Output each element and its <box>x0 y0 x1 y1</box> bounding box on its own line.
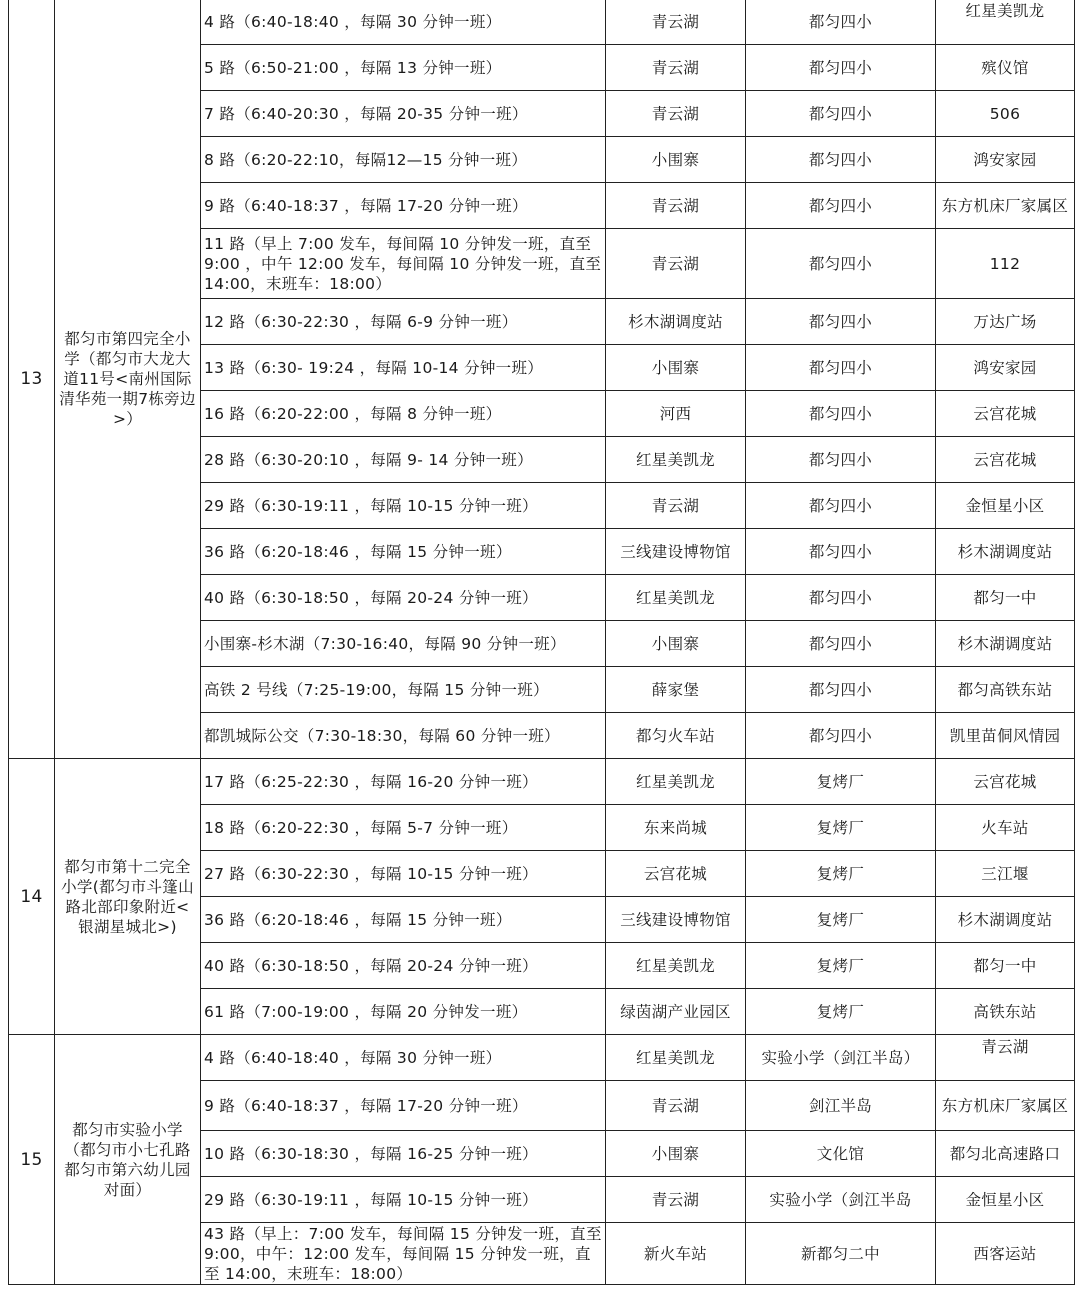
end-station: 都匀高铁东站 <box>936 667 1075 713</box>
route-info: 29 路（6:30-19:11 ，每隔 10-15 分钟一班） <box>201 1177 606 1223</box>
end-station: 112 <box>936 229 1075 299</box>
end-station: 金恒星小区 <box>936 1177 1075 1223</box>
end-station: 都匀一中 <box>936 943 1075 989</box>
start-station: 小围寨 <box>606 345 746 391</box>
school-stop: 都匀四小 <box>746 621 936 667</box>
route-info: 28 路（6:30-20:10 ，每隔 9- 14 分钟一班） <box>201 437 606 483</box>
start-station: 云宫花城 <box>606 851 746 897</box>
start-station: 绿茵湖产业园区 <box>606 989 746 1035</box>
route-info: 小围寨-杉木湖（7:30-16:40，每隔 90 分钟一班） <box>201 621 606 667</box>
route-info: 12 路（6:30-22:30 ，每隔 6-9 分钟一班） <box>201 299 606 345</box>
route-info: 61 路（7:00-19:00 ，每隔 20 分钟发一班） <box>201 989 606 1035</box>
end-station: 万达广场 <box>936 299 1075 345</box>
start-station: 三线建设博物馆 <box>606 897 746 943</box>
start-station: 河西 <box>606 391 746 437</box>
route-info: 18 路（6:20-22:30 ，每隔 5-7 分钟一班） <box>201 805 606 851</box>
school-stop: 都匀四小 <box>746 529 936 575</box>
end-station: 鸿安家园 <box>936 137 1075 183</box>
start-station: 青云湖 <box>606 483 746 529</box>
school-stop: 都匀四小 <box>746 91 936 137</box>
end-station: 云宫花城 <box>936 437 1075 483</box>
start-station: 红星美凯龙 <box>606 943 746 989</box>
table-body <box>9 0 1075 1285</box>
table-row <box>9 0 1075 45</box>
end-station: 三江堰 <box>936 851 1075 897</box>
route-info: 高铁 2 号线（7:25-19:00，每隔 15 分钟一班） <box>201 667 606 713</box>
end-station: 殡仪馆 <box>936 45 1075 91</box>
start-station: 小围寨 <box>606 137 746 183</box>
end-station: 东方机床厂家属区 <box>936 183 1075 229</box>
start-station: 红星美凯龙 <box>606 437 746 483</box>
route-info: 13 路（6:30- 19:24 ，每隔 10-14 分钟一班） <box>201 345 606 391</box>
end-station: 高铁东站 <box>936 989 1075 1035</box>
start-station: 小围寨 <box>606 1131 746 1177</box>
table-row <box>9 1035 1075 1081</box>
school-stop: 文化馆 <box>746 1131 936 1177</box>
route-info: 11 路（早上 7:00 发车，每间隔 10 分钟发一班，直至 9:00 ，中午 12:00 发车，每间隔 10 分钟发一班，直至 14:00，末班车：18:00） <box>201 229 606 299</box>
school-name: 都匀市实验小学（都匀市小七孔路都匀市第六幼儿园对面） <box>55 1035 201 1285</box>
school-stop: 都匀四小 <box>746 713 936 759</box>
start-station: 小围寨 <box>606 621 746 667</box>
route-info: 8 路（6:20-22:10，每隔12—15 分钟一班） <box>201 137 606 183</box>
start-station: 青云湖 <box>606 1177 746 1223</box>
school-stop: 实验小学（剑江半岛） <box>746 1035 936 1081</box>
school-stop: 都匀四小 <box>746 229 936 299</box>
start-station: 红星美凯龙 <box>606 1035 746 1081</box>
school-stop: 都匀四小 <box>746 483 936 529</box>
route-info: 36 路（6:20-18:46 ，每隔 15 分钟一班） <box>201 529 606 575</box>
route-info: 27 路（6:30-22:30 ，每隔 10-15 分钟一班） <box>201 851 606 897</box>
school-stop: 剑江半岛 <box>746 1081 936 1131</box>
school-stop: 都匀四小 <box>746 45 936 91</box>
start-station: 都匀火车站 <box>606 713 746 759</box>
school-stop: 复烤厂 <box>746 805 936 851</box>
route-info: 5 路（6:50-21:00 ，每隔 13 分钟一班） <box>201 45 606 91</box>
start-station: 东来尚城 <box>606 805 746 851</box>
route-info: 7 路（6:40-20:30 ，每隔 20-35 分钟一班） <box>201 91 606 137</box>
start-station: 青云湖 <box>606 1081 746 1131</box>
route-info: 36 路（6:20-18:46 ，每隔 15 分钟一班） <box>201 897 606 943</box>
start-station: 青云湖 <box>606 0 746 45</box>
school-stop: 都匀四小 <box>746 299 936 345</box>
end-station: 506 <box>936 91 1075 137</box>
table-row <box>9 759 1075 805</box>
route-info: 9 路（6:40-18:37 ，每隔 17-20 分钟一班） <box>201 1081 606 1131</box>
start-station: 青云湖 <box>606 229 746 299</box>
route-info: 16 路（6:20-22:00 ，每隔 8 分钟一班） <box>201 391 606 437</box>
route-info: 43 路（早上：7:00 发车，每间隔 15 分钟发一班，直至 9:00，中午：12:00 发车，每间隔 15 分钟发一班，直至 14:00，末班车：18:00） <box>201 1223 606 1285</box>
start-station: 薛家堡 <box>606 667 746 713</box>
route-info: 4 路（6:40-18:40 ，每隔 30 分钟一班） <box>201 0 606 45</box>
route-info: 29 路（6:30-19:11 ，每隔 10-15 分钟一班） <box>201 483 606 529</box>
route-info: 9 路（6:40-18:37 ，每隔 17-20 分钟一班） <box>201 183 606 229</box>
end-station: 东方机床厂家属区 <box>936 1081 1075 1131</box>
route-info: 40 路（6:30-18:50 ，每隔 20-24 分钟一班） <box>201 943 606 989</box>
route-info: 17 路（6:25-22:30 ，每隔 16-20 分钟一班） <box>201 759 606 805</box>
school-stop: 都匀四小 <box>746 437 936 483</box>
start-station: 三线建设博物馆 <box>606 529 746 575</box>
route-info: 4 路（6:40-18:40 ，每隔 30 分钟一班） <box>201 1035 606 1081</box>
start-station: 红星美凯龙 <box>606 575 746 621</box>
school-stop: 复烤厂 <box>746 989 936 1035</box>
school-stop: 新都匀二中 <box>746 1223 936 1285</box>
route-info: 10 路（6:30-18:30 ，每隔 16-25 分钟一班） <box>201 1131 606 1177</box>
start-station: 青云湖 <box>606 91 746 137</box>
group-number: 13 <box>9 0 55 759</box>
start-station: 杉木湖调度站 <box>606 299 746 345</box>
end-station: 都匀北高速路口 <box>936 1131 1075 1177</box>
end-station: 云宫花城 <box>936 759 1075 805</box>
school-name: 都匀市第十二完全小学(都匀市斗篷山路北部印象附近<银湖星城北>) <box>55 759 201 1035</box>
school-stop: 都匀四小 <box>746 183 936 229</box>
start-station: 红星美凯龙 <box>606 759 746 805</box>
school-stop: 都匀四小 <box>746 391 936 437</box>
school-stop: 都匀四小 <box>746 345 936 391</box>
group-number: 14 <box>9 759 55 1035</box>
school-name: 都匀市第四完全小学（都匀市大龙大道11号<南州国际清华苑一期7栋旁边>） <box>55 0 201 759</box>
end-station: 凯里苗侗风情园 <box>936 713 1075 759</box>
school-stop: 复烤厂 <box>746 897 936 943</box>
school-stop: 都匀四小 <box>746 137 936 183</box>
school-stop: 复烤厂 <box>746 759 936 805</box>
bus-route-table <box>8 0 1075 1285</box>
end-station: 杉木湖调度站 <box>936 897 1075 943</box>
end-station: 金恒星小区 <box>936 483 1075 529</box>
school-stop: 复烤厂 <box>746 851 936 897</box>
route-info: 都凯城际公交（7:30-18:30，每隔 60 分钟一班） <box>201 713 606 759</box>
end-station: 杉木湖调度站 <box>936 529 1075 575</box>
school-stop: 都匀四小 <box>746 667 936 713</box>
group-number: 15 <box>9 1035 55 1285</box>
end-station: 火车站 <box>936 805 1075 851</box>
school-stop: 都匀四小 <box>746 0 936 45</box>
start-station: 青云湖 <box>606 183 746 229</box>
end-station: 杉木湖调度站 <box>936 621 1075 667</box>
end-station: 都匀一中 <box>936 575 1075 621</box>
end-station: 云宫花城 <box>936 391 1075 437</box>
school-stop: 都匀四小 <box>746 575 936 621</box>
end-station: 红星美凯龙 <box>936 0 1075 45</box>
end-station: 青云湖 <box>936 1035 1075 1081</box>
school-stop: 复烤厂 <box>746 943 936 989</box>
end-station: 鸿安家园 <box>936 345 1075 391</box>
route-info: 40 路（6:30-18:50 ，每隔 20-24 分钟一班） <box>201 575 606 621</box>
end-station: 西客运站 <box>936 1223 1075 1285</box>
start-station: 新火车站 <box>606 1223 746 1285</box>
start-station: 青云湖 <box>606 45 746 91</box>
school-stop: 实验小学（剑江半岛 <box>746 1177 936 1223</box>
